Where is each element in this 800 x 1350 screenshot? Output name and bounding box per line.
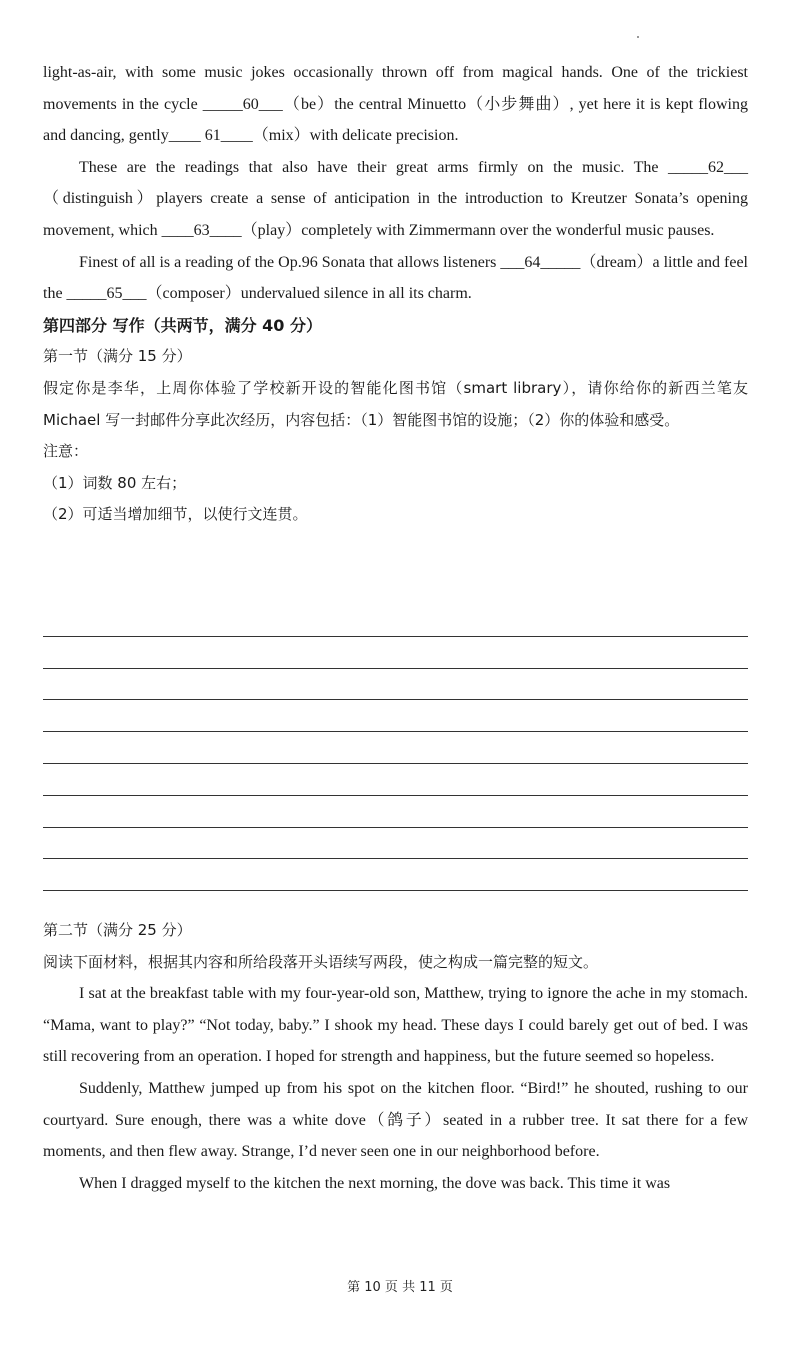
- answer-line[interactable]: [43, 764, 748, 796]
- story-paragraph-3: When I dragged myself to the kitchen the next morning, the dove was back. This time it was: [79, 1174, 671, 1192]
- reading-section: [43, 57, 748, 531]
- story-paragraph-1: I sat at the breakfast table with my four-year-old son, Matthew, trying to ignore the ache in my stomach. “Mama, want to play?” “Not today, baby.” I shook my head. These days I could barely get out of bed. I was still recovering from an operation. I hoped for strength and happiness, but the future seemed so hopeless.: [43, 985, 748, 1066]
- answer-line[interactable]: [43, 669, 748, 701]
- passage-paragraph-2: These are the readings that also have their great arms firmly on the music. The _____62___（distinguish）players create a sense of anticipation in the introduction to Kreutzer Sonata’s opening movement, which ____63____（play）completely with Zimmermann over the wonderful music pauses.: [43, 158, 748, 239]
- answer-line[interactable]: [43, 700, 748, 732]
- notes-label: 注意：: [43, 442, 89, 461]
- section1-prompt: 假定你是李华，上周你体验了学校新开设的智能化图书馆（smart library），请你给你的新西兰笔友 Michael 写一封邮件分享此次经历，内容包括：（1）智能图书馆的设施；（2）你的体验和感受。: [43, 378, 748, 429]
- section2-title: 第二节（满分 25 分）: [43, 921, 192, 939]
- page-number: 第 10 页 共 11 页: [347, 1280, 453, 1295]
- scan-dot: [637, 36, 639, 38]
- part4-title: 第四部分 写作（共两节，满分 40 分）: [43, 315, 322, 335]
- note-2: （2）可适当增加细节，以使行文连贯。: [43, 505, 308, 524]
- section1-title: 第一节（满分 15 分）: [43, 347, 192, 366]
- section2: [43, 915, 748, 1199]
- story-paragraph-2: Suddenly, Matthew jumped up from his spot on the kitchen floor. “Bird!” he shouted, rushing to our courtyard. Sure enough, there was a white dove（鸽子）seated in a rubber tree. It sat there for a few moments, and then flew away. Strange, I’d never seen one in our neighborhood before.: [43, 1079, 748, 1161]
- answer-line[interactable]: [43, 796, 748, 828]
- note-1: （1）词数 80 左右；: [43, 473, 187, 492]
- answer-line[interactable]: [43, 637, 748, 669]
- answer-lines[interactable]: [43, 605, 748, 891]
- answer-line[interactable]: [43, 859, 748, 891]
- answer-line[interactable]: [43, 732, 748, 764]
- passage-paragraph-1: light-as-air, with some music jokes occasionally thrown off from magical hands. One of the trickiest movements in the cycle _____60___（be）the central Minuetto（小步舞曲）, yet here it is kept flowing and dancing, gently____ 61____（mix）with delicate precision.: [43, 64, 748, 145]
- answer-line[interactable]: [43, 828, 748, 860]
- passage-paragraph-3: Finest of all is a reading of the Op.96 Sonata that allows listeners ___64_____（dream）a little and feel the _____65___（composer）undervalued silence in all its charm.: [43, 253, 748, 303]
- answer-line[interactable]: [43, 605, 748, 637]
- section2-instruction: 阅读下面材料，根据其内容和所给段落开头语续写两段，使之构成一篇完整的短文。: [43, 952, 599, 971]
